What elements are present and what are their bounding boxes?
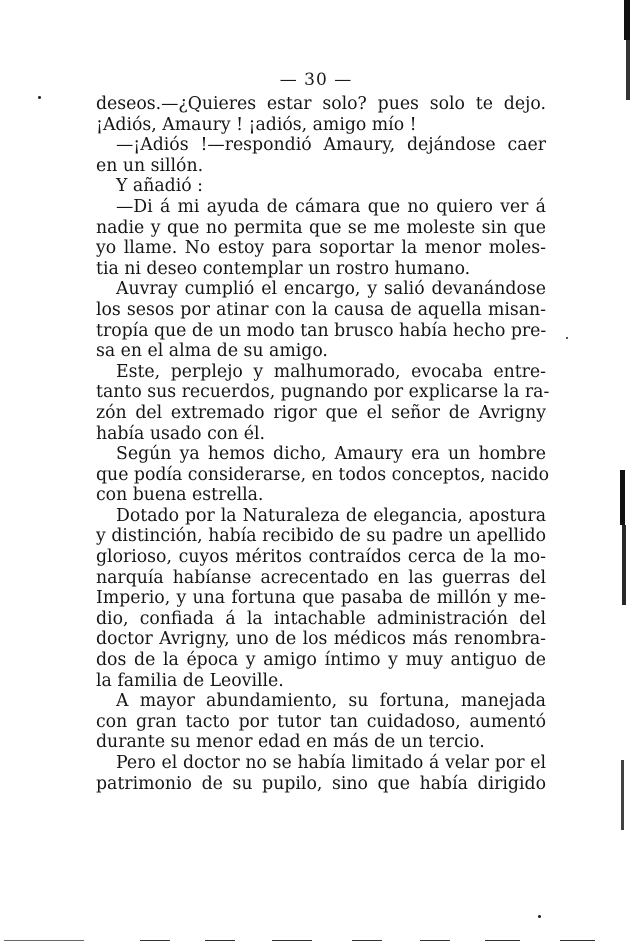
text-line: doctor Avrigny, uno de los médicos más renombra- (96, 629, 546, 650)
text-line: en un sillón. (96, 155, 204, 176)
text-line: tropía que de un modo tan brusco había hecho pre- (96, 320, 547, 341)
text-line: —Di á mi ayuda de cámara que no quiero ver á (116, 196, 546, 217)
text-line: nadie y que no permita que se me moleste sin que (96, 217, 546, 238)
text-line: Pero el doctor no se había limitado á velar por el (116, 753, 546, 773)
text-line: Este, perplejo y malhumorado, evocaba entre- (116, 361, 546, 382)
text-line: Imperio, y una fortuna que pasaba de millón y me- (96, 588, 546, 609)
text-line: —¡Adiós !—respondió Amaury, dejándose caer (116, 135, 546, 156)
text-line: durante su menor edad en más de un tercio. (96, 732, 485, 753)
text-line: dio, confiada á la intachable administración del (96, 608, 546, 629)
scan-speck (538, 915, 541, 918)
text-line: A mayor abundamiento, su fortuna, manejada (116, 691, 546, 712)
text-line: que podía considerarse, en todos conceptos, nacido (96, 464, 550, 485)
text-line: los sesos por atinar con la causa de aquella misan- (96, 299, 546, 320)
scan-speck (38, 96, 41, 99)
text-line: dos de la época y amigo íntimo y muy antiguo de (96, 650, 546, 671)
text-line: Dotado por la Naturaleza de elegancia, apostura (116, 505, 546, 526)
text-line: narquía habíanse acrecentado en las guerras del (96, 567, 546, 588)
scan-speck (566, 337, 568, 339)
text-line: ¡Adiós, Amaury ! ¡adiós, amigo mío ! (96, 114, 417, 135)
text-line: patrimonio de su pupilo, sino que había dirigido (96, 773, 546, 794)
text-line: sa en el alma de su amigo. (96, 341, 328, 362)
text-line: tanto sus recuerdos, pugnando por explicarse la ra- (96, 382, 550, 403)
text-line: yo llame. No estoy para soportar la menor moles- (96, 238, 546, 259)
text-line: y distinción, había recibido de su padre un apellido (96, 526, 546, 547)
text-line: con buena estrella. (96, 485, 264, 506)
page-number: — 30 — (279, 70, 353, 90)
text-line: tia ni deseo contemplar un rostro humano. (96, 258, 471, 279)
text-line: deseos.—¿Quieres estar solo? pues solo te dejo. (96, 94, 546, 114)
scan-edge-shadow (618, 0, 632, 946)
scan-bottom-marks (0, 930, 632, 946)
text-line: zón del extremado rigor que el señor de Avrigny (96, 402, 546, 423)
text-line: con gran tacto por tutor tan cuidadoso, aumentó (96, 711, 546, 732)
text-line: había usado con él. (96, 423, 266, 444)
text-line: Según ya hemos dicho, Amaury era un hombre (116, 444, 546, 465)
body-text (96, 94, 550, 794)
text-line: Y añadió : (116, 176, 203, 197)
text-line: la familia de Leoville. (96, 670, 284, 691)
text-line: glorioso, cuyos méritos contraídos cerca de la mo- (96, 547, 546, 568)
text-line: Auvray cumplió el encargo, y salió devanándose (116, 279, 546, 300)
